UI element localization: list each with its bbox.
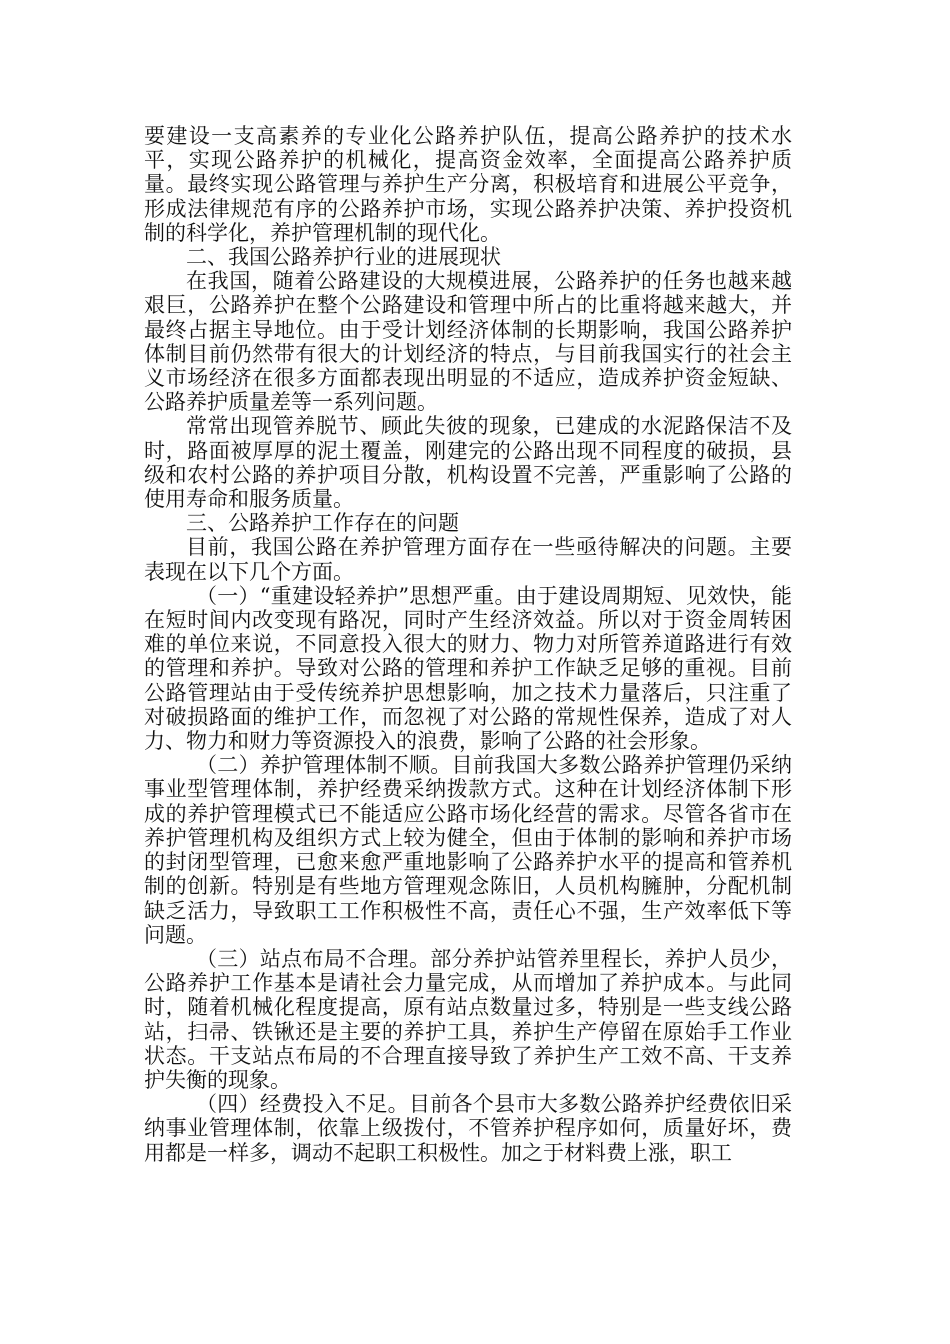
paragraph-problem-4: （四）经费投入不足。目前各个县市大多数公路养护经费依旧采纳事业管理体制，依靠上级拨付，不管养护程序如何，质量好坏，费用都是一样多，调动不起职工积极性。加之于材料费上涨，职工 — [144, 1092, 792, 1165]
paragraph-status: 在我国，随着公路建设的大规模进展，公路养护的任务也越来越艰巨，公路养护在整个公路建设和管理中所占的比重将越来越大，并最终占据主导地位。由于受计划经济体制的长期影响，我国公路养护体制目前仍然带有很大的计划经济的特点，与目前我国实行的社会主义市场经济在很多方面都表现出明显的不适应，造成养护资金短缺、公路养护质量差等一系列问题。 — [144, 269, 792, 415]
paragraph-problem-3: （三）站点布局不合理。部分养护站管养里程长，养护人员少，公路养护工作基本是请社会力量完成，从而增加了养护成本。与此同时，随着机械化程度提高，原有站点数量过多，特别是一些支线公路站，扫帚、铁锹还是主要的养护工具，养护生产停留在原始手工作业状态。干支站点布局的不合理直接导致了养护生产工效不高、干支养护失衡的现象。 — [144, 946, 792, 1092]
paragraph-problem-2: （二）养护管理体制不顺。目前我国大多数公路养护管理仍采纳事业型管理体制，养护经费采纳拨款方式。这种在计划经济体制下形成的养护管理模式已不能适应公路市场化经营的需求。尽管各省市在养护管理机构及组织方式上较为健全，但由于体制的影响和养护市场的封闭型管理，已愈来愈严重地影响了公路养护水平的提高和管养机制的创新。特别是有些地方管理观念陈旧，人员机构臃肿，分配机制缺乏活力，导致职工工作积极性不高，责任心不强，生产效率低下等问题。 — [144, 753, 792, 947]
document-body — [144, 124, 792, 1165]
paragraph-problem-1: （一）“重建设轻养护”思想严重。由于建设周期短、见效快，能在短时间内改变现有路况，同时产生经济效益。所以对于资金周转困难的单位来说，不同意投入很大的财力、物力对所管养道路进行有效的管理和养护。导致对公路的管理和养护工作缺乏足够的重视。目前公路管理站由于受传统养护思想影响，加之技术力量落后，只注重了对破损路面的维护工作，而忽视了对公路的常规性保养，造成了对人力、物力和财力等资源投入的浪费，影响了公路的社会形象。 — [144, 583, 792, 754]
section-heading-3: 三、公路养护工作存在的问题 — [186, 511, 459, 536]
paragraph-intro: 要建设一支高素养的专业化公路养护队伍，提高公路养护的技术水平，实现公路养护的机械化，提高资金效率，全面提高公路养护质量。最终实现公路管理与养护生产分离，积极培育和进展公平竞争，形成法律规范有序的公路养护市场，实现公路养护决策、养护投资机制的科学化，养护管理机制的现代化。 — [144, 124, 792, 245]
paragraph-problems-intro: 目前，我国公路在养护管理方面存在一些亟待解决的问题。主要表现在以下几个方面。 — [144, 535, 792, 584]
paragraph-phenomena: 常常出现管养脱节、顾此失彼的现象，已建成的水泥路保洁不及时，路面被厚厚的泥土覆盖，刚建完的公路出现不同程度的破损，县级和农村公路的养护项目分散，机构设置不完善，严重影响了公路的使用寿命和服务质量。 — [144, 414, 792, 512]
section-heading-2: 二、我国公路养护行业的进展现状 — [186, 245, 501, 270]
